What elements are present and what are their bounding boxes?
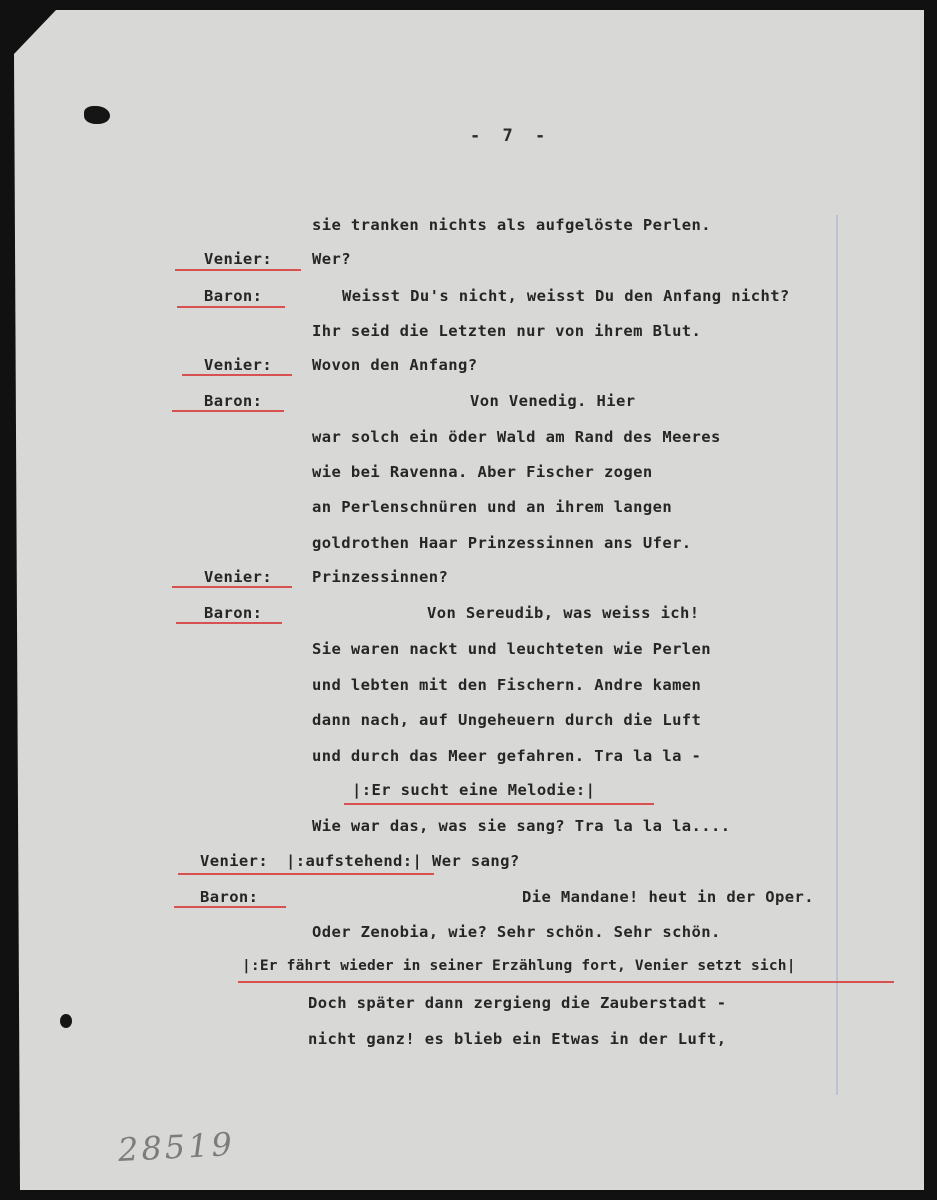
text-line: sie tranken nichts als aufgelöste Perlen. [312,216,712,234]
speaker-label: Venier: [204,250,273,268]
text-line: |:aufstehend:| Wer sang? [286,852,520,870]
speaker-label: Baron: [204,392,263,410]
text-line: Wer? [312,250,351,268]
text-line: an Perlenschnüren und an ihrem langen [312,498,673,516]
margin-pencil-line [836,215,838,1095]
text-line: Von Venedig. Hier [470,392,636,410]
speaker-underline [172,410,284,412]
stage-direction-underline [238,981,894,983]
speaker-label: Baron: [200,888,259,906]
speaker-label: Venier: [200,852,269,870]
text-line: Sie waren nackt und leuchteten wie Perlen [312,640,712,658]
punch-hole-bottom [60,1014,72,1028]
text-line: nicht ganz! es blieb ein Etwas in der Luft, [308,1030,727,1048]
punch-hole-top [84,106,110,124]
text-line: war solch ein öder Wald am Rand des Meeres [312,428,721,446]
stage-direction-underline [344,803,654,805]
text-line: Wie war das, was sie sang? Tra la la la.... [312,817,731,835]
text-line: Von Sereudib, was weiss ich! [427,604,700,622]
text-line: dann nach, auf Ungeheuern durch die Luft [312,711,702,729]
text-line: Oder Zenobia, wie? Sehr schön. Sehr schön. [312,923,721,941]
stage-direction: |:Er sucht eine Melodie:| [352,781,596,799]
speaker-underline [182,374,292,376]
speaker-label: Venier: [204,568,273,586]
text-line: und durch das Meer gefahren. Tra la la - [312,747,702,765]
text-line: Weisst Du's nicht, weisst Du den Anfang nicht? [342,287,790,305]
speaker-underline [175,269,301,271]
text-line: goldrothen Haar Prinzessinnen ans Ufer. [312,534,692,552]
speaker-label: Baron: [204,604,263,622]
stage-direction: |:Er fährt wieder in seiner Erzählung fort, Venier setzt sich| [242,958,796,974]
speaker-underline [178,873,434,875]
text-line: Ihr seid die Letzten nur von ihrem Blut. [312,322,702,340]
speaker-underline [177,306,285,308]
text-line: Wovon den Anfang? [312,356,478,374]
speaker-label: Venier: [204,356,273,374]
text-line: und lebten mit den Fischern. Andre kamen [312,676,702,694]
speaker-underline [176,622,282,624]
speaker-underline [174,906,286,908]
text-line: Doch später dann zergieng die Zauberstadt - [308,994,727,1012]
text-line: wie bei Ravenna. Aber Fischer zogen [312,463,653,481]
text-line: Die Mandane! heut in der Oper. [522,888,814,906]
archive-number: 28519 [117,1124,236,1170]
speaker-label: Baron: [204,287,263,305]
text-line: Prinzessinnen? [312,568,449,586]
speaker-underline [172,586,292,588]
page-number: - 7 - [470,126,552,146]
paper-sheet [14,10,924,1190]
